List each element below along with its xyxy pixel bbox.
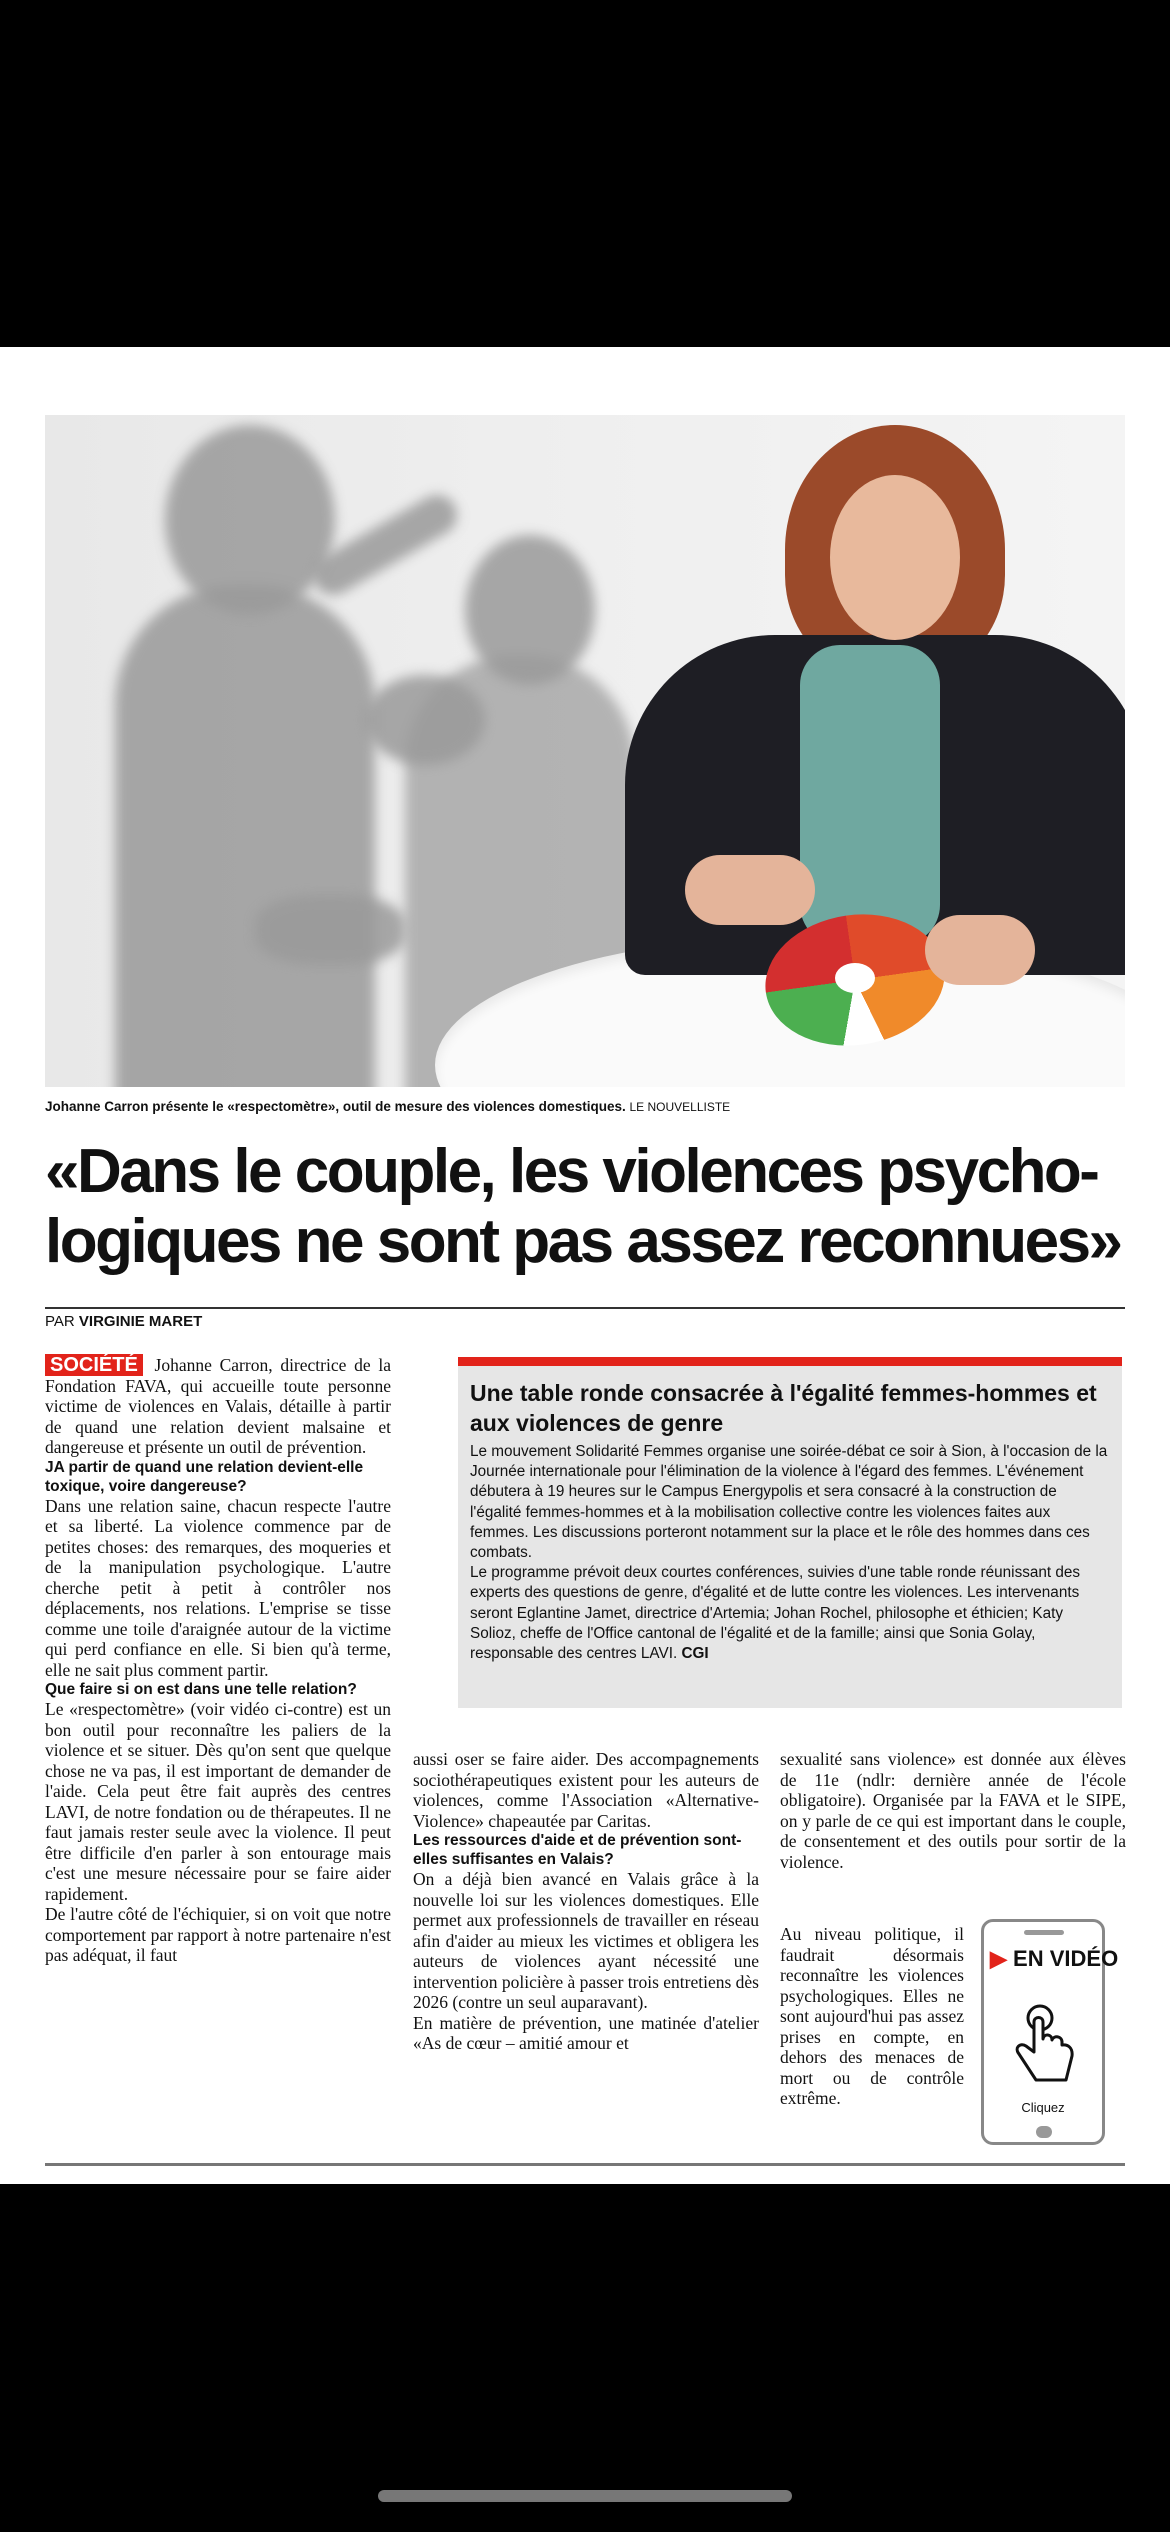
answer-2-end: aussi oser se faire aider. Des accompagnements sociothérapeutiques existent pour les auteurs de violences, comme l'Association «Alternative-Violence» chapeautée par Caritas. xyxy=(413,1749,759,1831)
section-kicker: SOCIÉTÉ xyxy=(45,1354,143,1376)
photo-caption: Johanne Carron présente le «respectomètre», outil de mesure des violences domestiques. LE NOUVELLISTE xyxy=(45,1099,731,1114)
tap-hand-icon xyxy=(1006,2002,1086,2092)
answer-3-cont: En matière de prévention, une matinée d'atelier «As de cœur – amitié amour et xyxy=(413,2012,759,2053)
answer-2: Le «respectomètre» (voir vidéo ci-contre) est un bon outil pour reconnaître les paliers de la violence et se situer. Dès qu'on sent que quelque chose ne va pas, il est important de demander de l'aide. Cela peut être fait auprès des centres LAVI, de notre fondation ou de thérapeutes. Il ne faut jamais rester seule avec la violence. Il peut être difficile d'en parler à son entourage mais c'est une mesure nécessaire pour se faire aider rapidement. xyxy=(45,1699,391,1904)
answer-3: On a déjà bien avancé en Valais grâce à la nouvelle loi sur les violences domestiques. Elle permet aux professionnels de travailler en réseau afin d'aider au mieux les victimes et obligera les auteurs de violences ayant nécessité une intervention policière à passer trois entretiens dès 2026 (contre un seul auparavant). xyxy=(413,1869,759,2012)
home-indicator[interactable] xyxy=(378,2490,792,2502)
article-column-2 xyxy=(413,1749,759,2054)
box-paragraph-2: Le programme prévoit deux courtes conférences, suivies d'une table ronde réunissant des experts des questions de genre, d'égalité et de lutte contre les violences. Les intervenants seront Eglantine Jamet, directrice d'Artemia; Johan Rochel, philosophe et éthicien; Katy Solioz, cheffe de l'Office cantonal de l'égalité et de la famille; ainsi que Sonia Golay, responsable des centres LAVI. CGI xyxy=(470,1564,1081,1663)
question-1: JA partir de quand une relation devient-elle toxique, voire dangereuse? xyxy=(45,1458,364,1495)
headline: «Dans le couple, les violences psycho- logiques ne sont pas assez reconnues» xyxy=(45,1137,1121,1276)
answer-2-cont: De l'autre côté de l'échiquier, si on voit que notre comportement par rapport à notre partenaire n'est pas adéquat, il faut xyxy=(45,1904,391,1965)
byline: PAR VIRGINIE MARET xyxy=(45,1313,203,1330)
question-2: Que faire si on est dans une telle relation? xyxy=(45,1681,357,1698)
video-button[interactable] xyxy=(981,1919,1119,2145)
article-column-1 xyxy=(45,1355,391,1966)
newspaper-page xyxy=(0,347,1170,2184)
article-column-3-narrow xyxy=(780,1924,964,2109)
divider xyxy=(45,1307,1125,1309)
box-title: Une table ronde consacrée à l'égalité femmes-hommes et aux violences de genre xyxy=(470,1380,1097,1436)
video-cta: Cliquez xyxy=(1021,2100,1065,2115)
box-signature: CGI xyxy=(681,1645,709,1663)
question-3: Les ressources d'aide et de prévention sont-elles suffisantes en Valais? xyxy=(413,1832,742,1868)
play-icon: ▶ xyxy=(990,1946,1007,1971)
video-label: ▶ EN VIDÉO xyxy=(990,1946,1119,1971)
answer-1: Dans une relation saine, chacun respecte l'autre et sa liberté. La violence commence par de petites choses: des remarques, des moqueries et de la manipulation psychologique. L'autre cherche petit à petit à contrôler nos déplacements, nos relations. L'emprise se tisse comme une toile d'araignée autour de la victime qui perd confiance en elle. Si bien qu'à terme, elle ne sait plus comment partir. xyxy=(45,1495,391,1680)
sidebar-box xyxy=(458,1357,1122,1708)
answer-4: Au niveau politique, il faudrait désormais reconnaître les violences psychologiques. Elles ne sont aujourd'hui pas assez prises en compte, en dehors des menaces de mort ou de contrôle extrême. xyxy=(780,1924,964,2108)
article-column-3 xyxy=(780,1749,1126,1872)
photo-credit: LE NOUVELLISTE xyxy=(629,1100,731,1114)
article-intro: SOCIÉTÉ Johanne Carron, directrice de la Fondation FAVA, qui accueille toute personne victime de violences en Valais, détaille à partir de quand une relation devient malsaine et dangereuse et présente un outil de prévention. xyxy=(45,1354,391,1457)
bottom-divider xyxy=(45,2163,1125,2166)
box-paragraph-1: Le mouvement Solidarité Femmes organise une soirée-débat ce soir à Sion, à l'occasion de la Journée internationale pour l'élimination de la violence à l'égard des femmes. L'événement débutera à 19 heures sur le Campus Energypolis et sera consacré à la construction de l'égalité femmes-hommes et à la mobilisation collective contre les violences faites aux femmes. Les discussions porteront notamment sur la place et le rôle des hommes dans ces combats. xyxy=(470,1443,1108,1562)
answer-3-end: sexualité sans violence» est donnée aux élèves de 11e (ndlr: dernière année de l'école obligatoire). Organisée par la FAVA et le SIPE, on y parle de ce qui est important dans le couple, de consentement et des outils pour sortir de la violence. xyxy=(780,1749,1126,1872)
article-photo xyxy=(45,415,1125,1087)
